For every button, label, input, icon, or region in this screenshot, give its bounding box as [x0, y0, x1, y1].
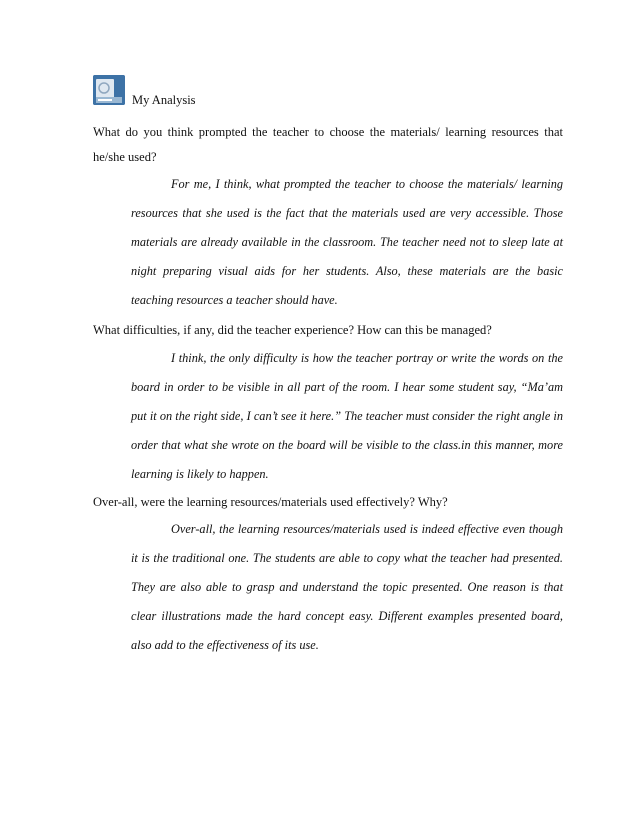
- question-3: Over-all, were the learning resources/materials used effectively? Why?: [93, 495, 448, 509]
- question-1: What do you think prompted the teacher to choose the materials/ learning resources that he/she used?: [93, 125, 563, 164]
- question-2: What difficulties, if any, did the teacher experience? How can this be managed?: [93, 323, 492, 337]
- answer-2: I think, the only difficulty is how the teacher portray or write the words on the board in order to be visible in all part of the room. I hear some student say, “Ma’am put it on the right side, I can’t see it here.” The teacher must consider the right angle in order that what she wrote on the board will be visible to the class.in this manner, more learning is likely to happen.: [131, 351, 563, 481]
- page-title: My Analysis: [132, 93, 196, 107]
- answer-3: Over-all, the learning resources/materials used is indeed effective even though it is the traditional one. The students are able to copy what the teacher had presented. They are also able to grasp and understand the topic presented. One reason is that clear illustrations made the hard concept easy. Different examples presented board, also add to the effectiveness of its use.: [131, 522, 563, 652]
- document-logo-icon: [93, 75, 125, 105]
- answer-1: For me, I think, what prompted the teacher to choose the materials/ learning resources that she used is the fact that the materials used are very accessible. Those materials are already available in the classroom. The teacher need not to sleep late at night preparing visual aids for her students. Also, these materials are the basic teaching resources a teacher should have.: [131, 177, 563, 307]
